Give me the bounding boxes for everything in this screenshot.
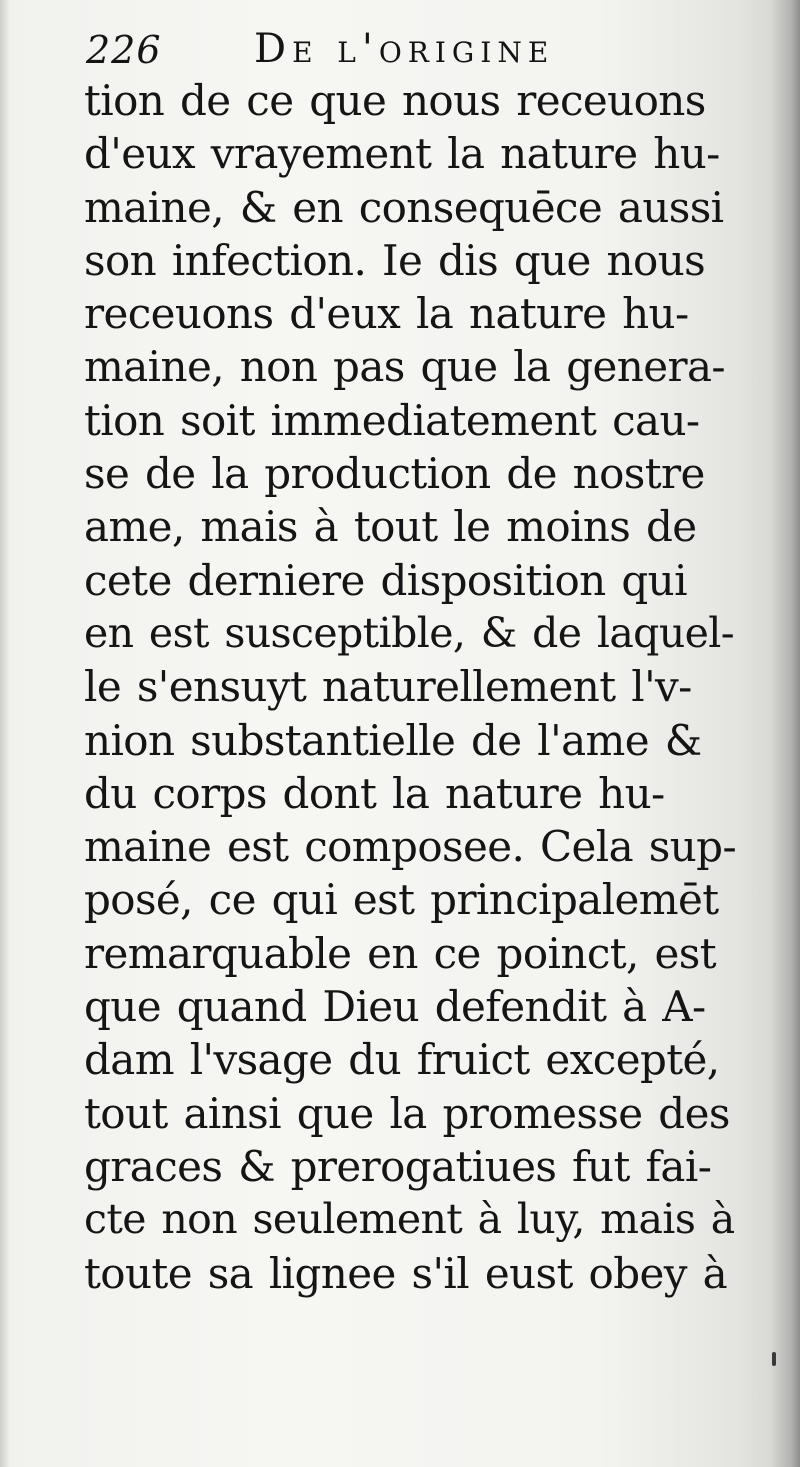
page-right-edge-shadow bbox=[770, 0, 800, 1467]
text-line: son infection. Ie dis que nous bbox=[84, 235, 706, 285]
page-number: 226 bbox=[86, 28, 162, 72]
text-line: posé, ce qui est principalemēt bbox=[84, 875, 719, 925]
text-line: maine est composee. Cela sup- bbox=[84, 822, 737, 872]
text-line: graces & prerogatiues fut fai- bbox=[84, 1141, 712, 1191]
text-line: toute sa lignee s'il eust obey à bbox=[84, 1248, 728, 1298]
text-line: cete derniere disposition qui bbox=[84, 555, 687, 605]
page-header bbox=[86, 22, 726, 82]
text-line: du corps dont la nature hu- bbox=[84, 768, 665, 818]
text-line: maine, & en consequēce aussi bbox=[84, 182, 724, 232]
text-line: que quand Dieu defendit à A- bbox=[84, 982, 706, 1032]
text-line: tion de ce que nous receuons bbox=[84, 76, 706, 125]
text-line: tion soit immediatement cau- bbox=[84, 395, 700, 445]
ink-mark bbox=[772, 1352, 776, 1366]
text-line: se de la production de nostre bbox=[84, 449, 705, 499]
text-line: remarquable en ce poinct, est bbox=[84, 928, 717, 978]
text-line: d'eux vrayement la nature hu- bbox=[84, 129, 720, 179]
text-line: cte non seulement à luy, mais à bbox=[84, 1195, 735, 1244]
body-text bbox=[84, 74, 744, 1300]
text-line: maine, non pas que la genera- bbox=[84, 342, 725, 392]
running-head: De l'origine bbox=[254, 26, 555, 72]
text-line: nion substantielle de l'ame & bbox=[84, 715, 702, 765]
text-line: en est susceptible, & de laquel- bbox=[84, 608, 735, 657]
text-line: ame, mais à tout le moins de bbox=[84, 502, 697, 552]
text-line: tout ainsi que la promesse des bbox=[84, 1088, 730, 1138]
page-left-edge-shadow bbox=[0, 0, 10, 1467]
text-line: le s'ensuyt naturellement l'v- bbox=[84, 662, 692, 712]
text-line: dam l'vsage du fruict excepté, bbox=[84, 1035, 720, 1085]
text-line: receuons d'eux la nature hu- bbox=[84, 289, 689, 339]
